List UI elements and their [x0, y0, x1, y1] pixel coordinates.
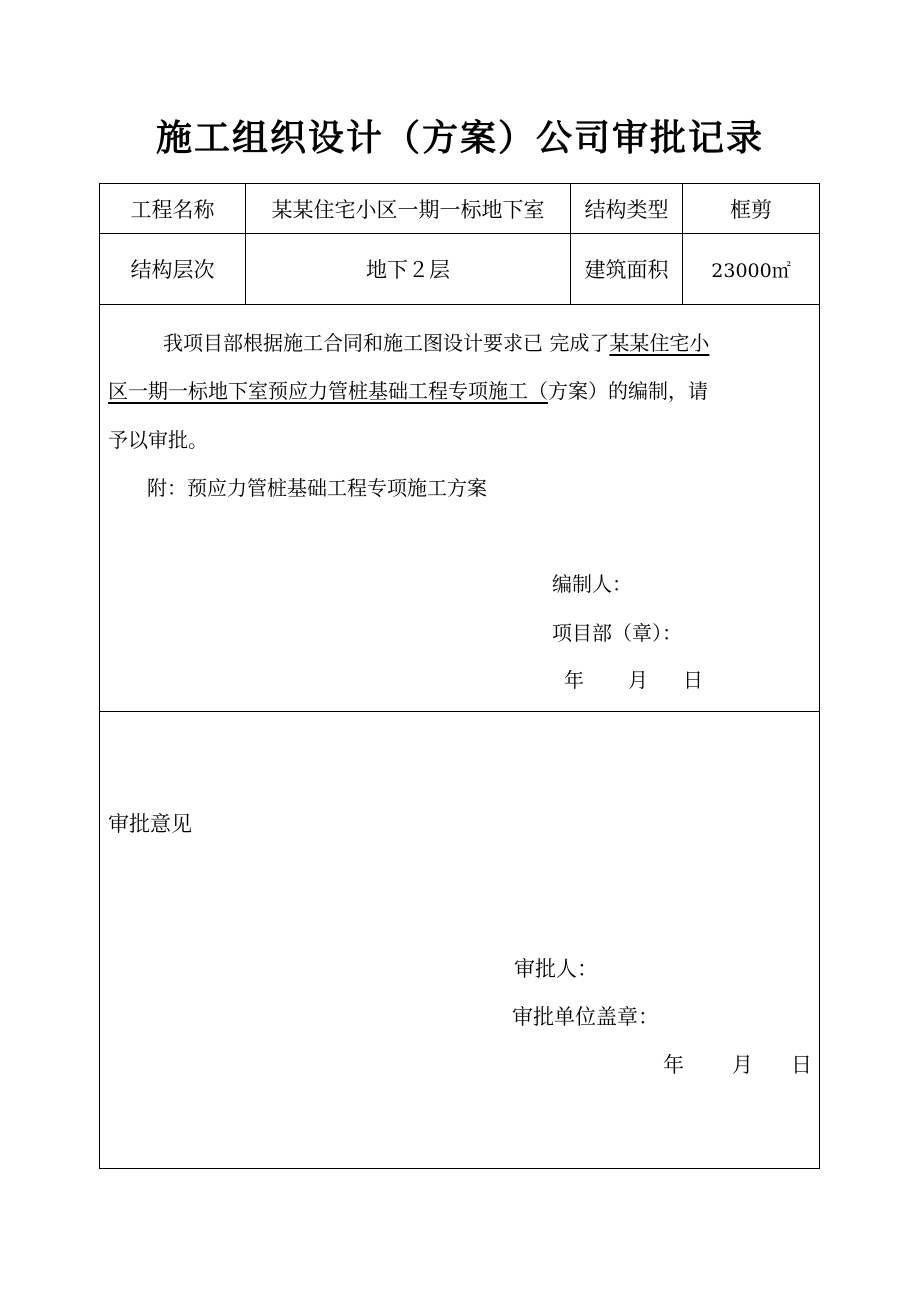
- row-divider-2: [99, 304, 820, 305]
- application-date-year: 年: [564, 668, 584, 692]
- approval-opinion-label: 审批意见: [108, 812, 192, 836]
- approval-date-year: 年: [663, 1053, 684, 1077]
- approval-date-day: 日: [791, 1053, 812, 1077]
- approval-date-month: 月: [732, 1053, 753, 1077]
- project-title-underlined: 某某住宅小: [609, 331, 710, 355]
- structure-type-value: 框剪: [730, 197, 772, 222]
- application-line-1: [163, 327, 709, 356]
- page-title: 施工组织设计（方案）公司审批记录: [155, 118, 764, 159]
- project-name-value: 某某住宅小区一期一标地下室: [271, 197, 545, 222]
- application-text: 我项目部根据施工合同和施工图设计要求已 完成了: [163, 331, 610, 355]
- approver-label: 审批人：: [514, 957, 598, 981]
- application-line-2: [108, 375, 708, 404]
- area-label: 建筑面积: [584, 258, 669, 282]
- project-title-underlined-cont: 区一期一标地下室预应力管桩基础工程专项施工（: [108, 379, 548, 403]
- floors-label: 结构层次: [130, 258, 215, 282]
- application-date-month: 月: [628, 668, 648, 692]
- application-text-cont: 方案）的编制，请: [548, 379, 708, 403]
- project-dept-seal-label: 项目部（章）：: [552, 621, 682, 645]
- application-date-day: 日: [683, 668, 703, 692]
- area-value: 23000㎡: [711, 259, 791, 282]
- row-divider-3: [99, 711, 820, 712]
- floors-value: 地下２层: [366, 258, 450, 282]
- application-line-3: 予以审批。: [108, 428, 208, 452]
- approval-unit-seal-label: 审批单位盖章：: [512, 1005, 659, 1029]
- attachment-line: 附：预应力管桩基础工程专项施工方案: [147, 476, 487, 500]
- project-name-label: 工程名称: [130, 197, 215, 222]
- structure-type-label: 结构类型: [584, 197, 669, 222]
- preparer-label: 编制人：: [552, 572, 632, 596]
